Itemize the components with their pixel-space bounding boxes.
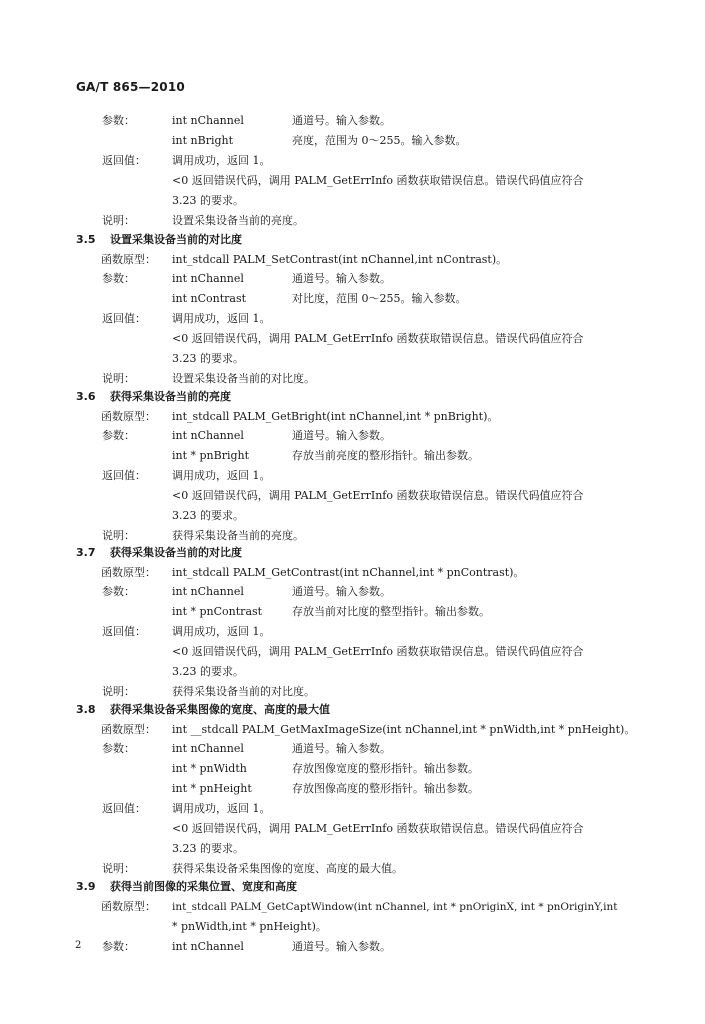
section-heading	[76, 230, 242, 250]
section-title: 获得采集设备采集图像的宽度、高度的最大值	[110, 703, 330, 716]
return-text: 调用成功，返回 1。	[172, 469, 271, 482]
param-desc: 存放图像宽度的整形指针。输出参数。	[292, 762, 479, 775]
note-label: 说明：	[102, 214, 135, 227]
param-name: int * pnContrast	[172, 605, 263, 618]
section-title: 获得采集设备当前的对比度	[110, 546, 242, 559]
return-text: <0 返回错误代码，调用 PALM_GetErrInfo 函数获取错误信息。错误代码值应符合	[172, 332, 584, 345]
param-desc: 通道号。输入参数。	[292, 114, 391, 127]
note-text: 获得采集设备当前的亮度。	[172, 529, 304, 542]
return-label: 返回值：	[102, 154, 146, 167]
page-number: 2	[75, 940, 82, 951]
return-text: <0 返回错误代码，调用 PALM_GetErrInfo 函数获取错误信息。错误代码值应符合	[172, 822, 584, 835]
param-label: 参数：	[102, 429, 135, 442]
return-text: 调用成功，返回 1。	[172, 312, 271, 325]
prototype-text: int_stdcall PALM_GetCaptWindow(int nChannel, int * pnOriginX, int * pnOriginY,int	[172, 901, 618, 913]
return-text: 3.23 的要求。	[172, 842, 244, 855]
return-text: 调用成功，返回 1。	[172, 154, 271, 167]
note-label: 说明：	[102, 529, 135, 542]
return-text: <0 返回错误代码，调用 PALM_GetErrInfo 函数获取错误信息。错误代码值应符合	[172, 489, 584, 502]
param-name: int nChannel	[172, 114, 244, 127]
param-label: 参数：	[102, 114, 135, 127]
param-desc: 通道号。输入参数。	[292, 585, 391, 598]
section-number: 3.9	[76, 880, 96, 893]
prototype-label: 函数原型：	[101, 566, 156, 579]
section-number: 3.8	[76, 703, 96, 716]
param-label: 参数：	[102, 742, 135, 755]
param-desc: 对比度，范围 0～255。输入参数。	[292, 292, 467, 305]
return-label: 返回值：	[102, 802, 146, 815]
prototype-label: 函数原型：	[101, 253, 156, 266]
note-text: 获得采集设备当前的对比度。	[172, 685, 315, 698]
section-number: 3.5	[76, 233, 96, 246]
document-header: GA/T 865—2010	[76, 80, 185, 94]
param-name: int * pnBright	[172, 449, 250, 462]
param-desc: 存放当前对比度的整型指针。输出参数。	[292, 605, 490, 618]
return-label: 返回值：	[102, 312, 146, 325]
prototype-text: int_stdcall PALM_SetContrast(int nChannel,int nContrast)。	[172, 253, 508, 266]
param-desc: 通道号。输入参数。	[292, 272, 391, 285]
return-text: 调用成功，返回 1。	[172, 802, 271, 815]
section-number: 3.6	[76, 390, 96, 403]
param-name: int * pnWidth	[172, 762, 247, 775]
prototype-text: int_stdcall PALM_GetContrast(int nChannel,int * pnContrast)。	[172, 566, 525, 579]
param-desc: 存放当前亮度的整形指针。输出参数。	[292, 449, 479, 462]
section-title: 获得当前图像的采集位置、宽度和高度	[110, 880, 297, 893]
prototype-label: 函数原型：	[101, 900, 156, 913]
prototype-text: int __stdcall PALM_GetMaxImageSize(int nChannel,int * pnWidth,int * pnHeight)。	[172, 723, 636, 736]
param-label: 参数：	[102, 272, 135, 285]
return-text: 3.23 的要求。	[172, 194, 244, 207]
param-name: int * pnHeight	[172, 782, 252, 795]
section-title: 获得采集设备当前的亮度	[110, 390, 231, 403]
return-text: 调用成功，返回 1。	[172, 625, 271, 638]
param-name: int nBright	[172, 134, 234, 147]
prototype-text: int_stdcall PALM_GetBright(int nChannel,int * pnBright)。	[172, 410, 499, 423]
note-text: 设置采集设备当前的对比度。	[172, 372, 315, 385]
prototype-label: 函数原型：	[101, 723, 156, 736]
return-text: <0 返回错误代码，调用 PALM_GetErrInfo 函数获取错误信息。错误代码值应符合	[172, 645, 584, 658]
section-heading	[76, 700, 330, 720]
section-heading	[76, 387, 231, 407]
prototype-label: 函数原型：	[101, 410, 156, 423]
param-desc: 亮度，范围为 0～255。输入参数。	[292, 134, 467, 147]
section-heading	[76, 543, 242, 563]
section-title: 设置采集设备当前的对比度	[110, 233, 242, 246]
return-label: 返回值：	[102, 625, 146, 638]
param-name: int nContrast	[172, 292, 247, 305]
param-label: 参数：	[102, 940, 135, 953]
param-name: int nChannel	[172, 940, 244, 953]
note-text: 获得采集设备采集图像的宽度、高度的最大值。	[172, 862, 403, 875]
param-name: int nChannel	[172, 429, 244, 442]
param-desc: 通道号。输入参数。	[292, 742, 391, 755]
section-heading	[76, 877, 297, 897]
param-name: int nChannel	[172, 585, 244, 598]
note-label: 说明：	[102, 685, 135, 698]
param-name: int nChannel	[172, 272, 244, 285]
return-text: <0 返回错误代码，调用 PALM_GetErrInfo 函数获取错误信息。错误代码值应符合	[172, 174, 584, 187]
param-desc: 通道号。输入参数。	[292, 940, 391, 953]
prototype-text: * pnWidth,int * pnHeight)。	[172, 920, 327, 933]
note-text: 设置采集设备当前的亮度。	[172, 214, 304, 227]
return-label: 返回值：	[102, 469, 146, 482]
param-desc: 通道号。输入参数。	[292, 429, 391, 442]
return-text: 3.23 的要求。	[172, 509, 244, 522]
return-text: 3.23 的要求。	[172, 665, 244, 678]
param-label: 参数：	[102, 585, 135, 598]
return-text: 3.23 的要求。	[172, 352, 244, 365]
note-label: 说明：	[102, 372, 135, 385]
note-label: 说明：	[102, 862, 135, 875]
section-number: 3.7	[76, 546, 96, 559]
param-name: int nChannel	[172, 742, 244, 755]
param-desc: 存放图像高度的整形指针。输出参数。	[292, 782, 479, 795]
